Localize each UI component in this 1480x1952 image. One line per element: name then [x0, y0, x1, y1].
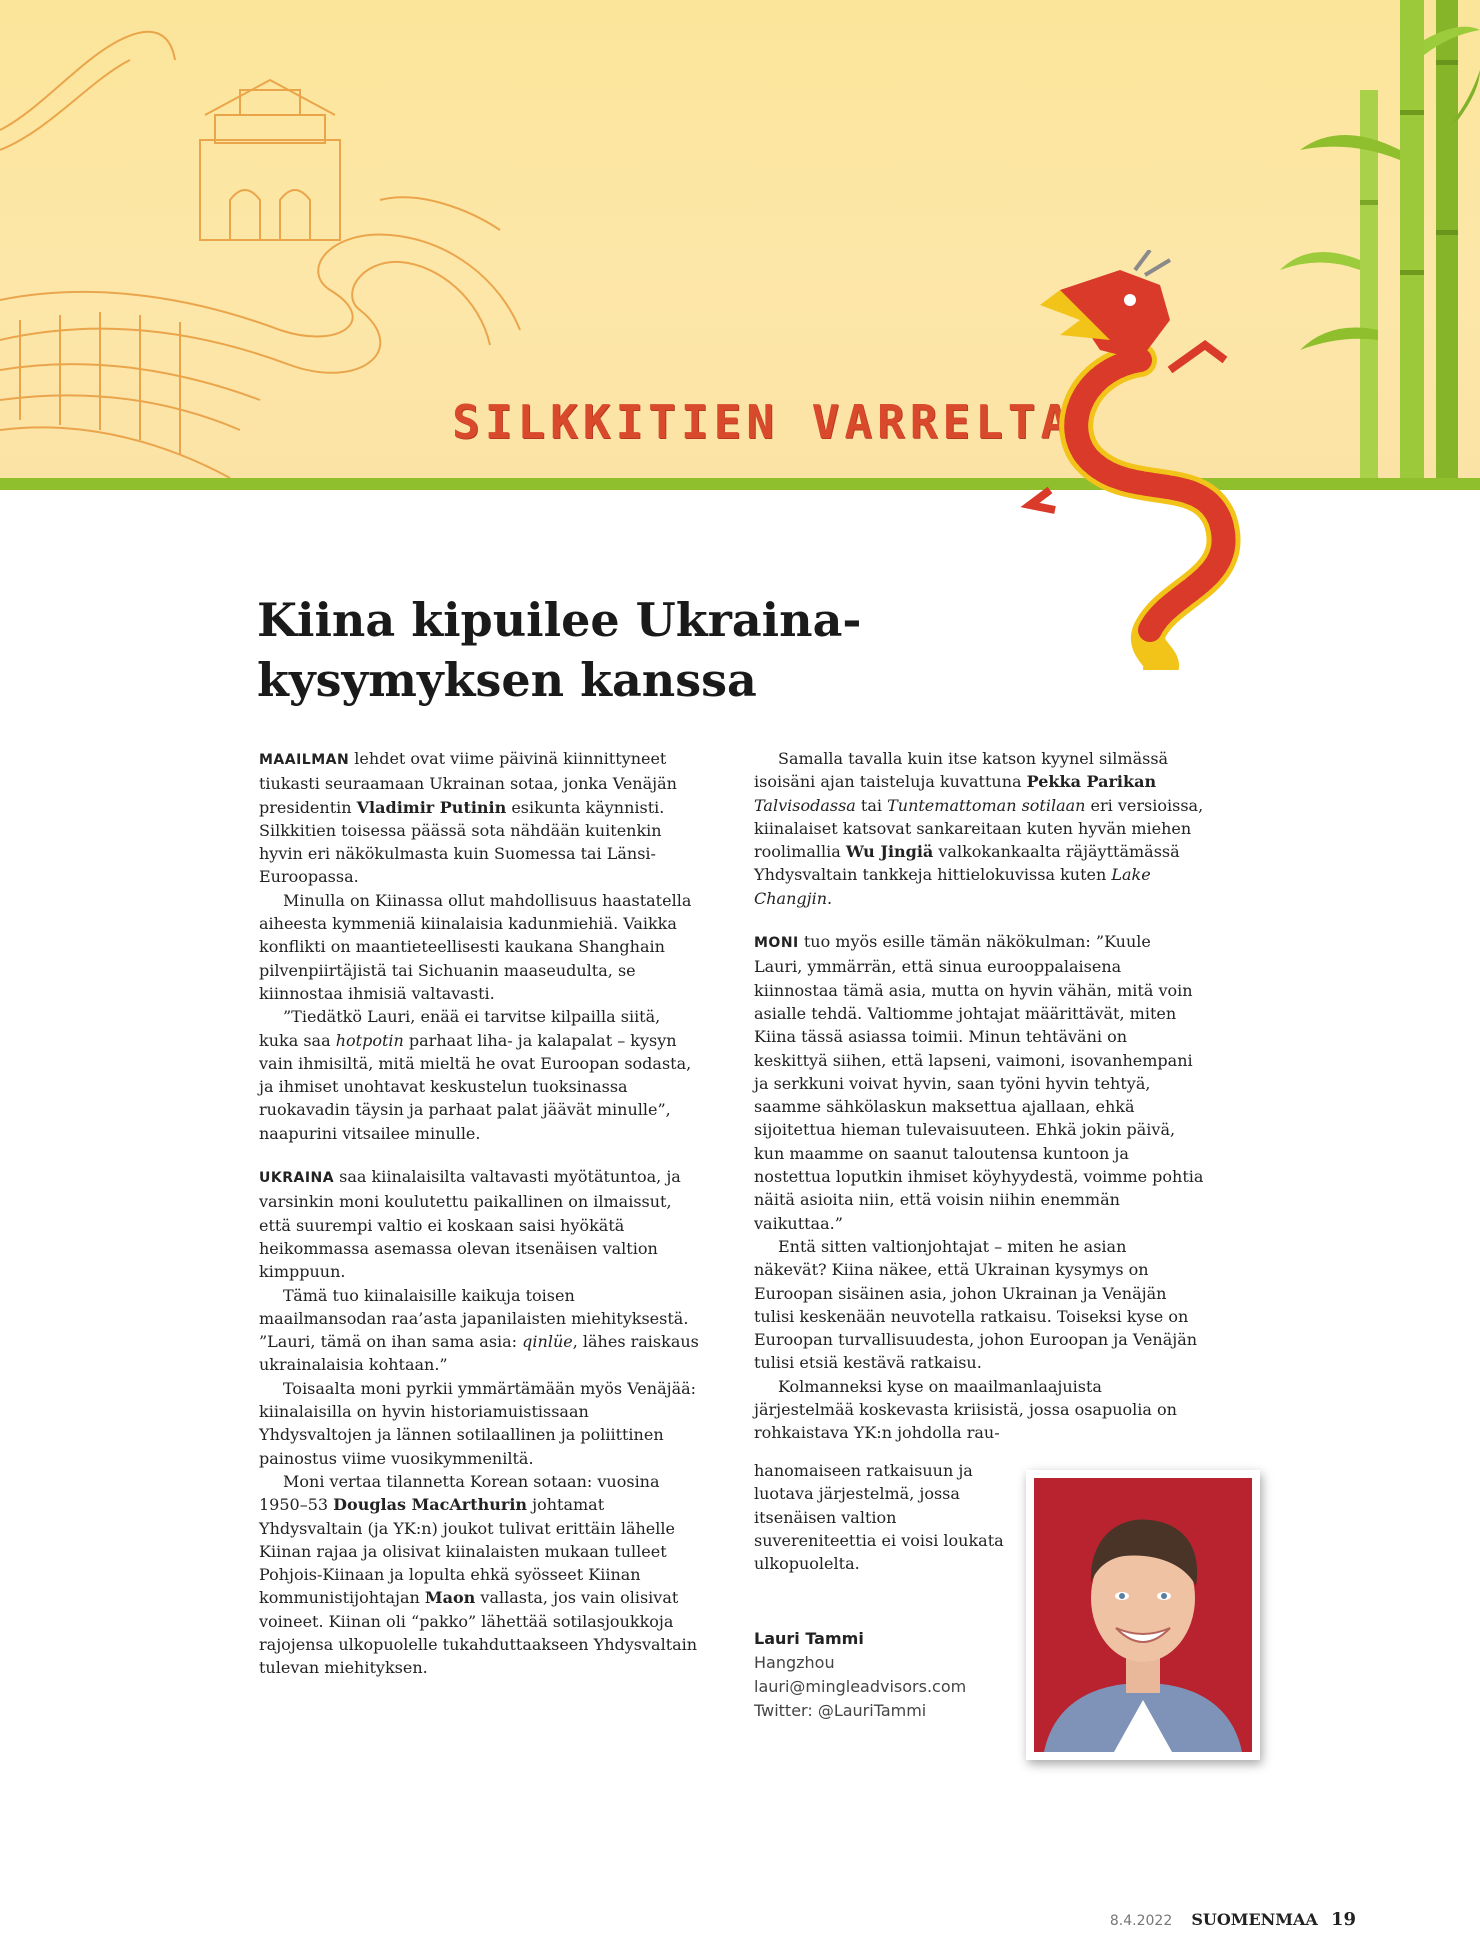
text: valkokankaalta räjäyttämässä Yhdysvaltain tankkeja hittielokuvissa kuten: [754, 842, 1180, 885]
paragraph: [754, 747, 1204, 910]
text: johtamat Yhdysvaltain (ja YK:n) joukot tulivat erittäin lähelle Kiinan rajaa ja olisivat kiinalaisten mukaan tulleet Pohjois-Kiinaan ja lopulta ehkä syösseet Kiinan kommunistijohtajan: [259, 1495, 675, 1608]
publication-name: SUOMENMAA: [1191, 1910, 1318, 1929]
issue-date: 8.4.2022: [1109, 1913, 1173, 1929]
author-portrait: [1034, 1478, 1252, 1752]
person-name: Wu Jingiä: [845, 842, 934, 862]
text: Moni vertaa tilannetta Korean sotaan: vuosina 1950–53: [259, 1471, 660, 1515]
film-title: Lake Changjin: [754, 865, 1151, 908]
article-column-left: [259, 747, 704, 1680]
text: vallasta, jos vain olisivat voineet. Kiinan oli “pakko” lähettää sotilasjoukkoja rajojensa ulkopuolelle tukahduttaakseen Yhdysvaltain tulevan miehityksen.: [259, 1588, 698, 1678]
article-column-right: [754, 747, 1204, 1445]
section-title: SILKKITIEN VARRELTA: [452, 395, 1074, 449]
page-number: 19: [1330, 1909, 1356, 1930]
text: tuo myös esille tämän näkökulman: ”Kuule Lauri, ymmärrän, että sinua eurooppalaisena kiinnostaa tämä asia, mutta on hyvin vähän, mitä voin asialle tehdä. Valtiomme johtajat määrittävät, miten Kiina tässä asiassa toimii. Minun tehtäväni on keskittyä siihen, että lapseni, vaimoni, isovanhempani ja serkkuni voivat hyvin, saan työni hyvin tehtyä, saamme sähkölaskun maksettua ajallaan, ehkä sijoitettua hieman tulevaisuuteen. Ehkä jokin päivä, kun maamme on saanut taloutensa kuntoon ja nostettua loputkin ihmiset köyhyydestä, voimme pohtia näitä asioita niin, että voisin niihin enemmän vaikuttaa.”: [754, 932, 1204, 1233]
paragraph: [259, 1284, 704, 1377]
lead-word: MAAILMAN: [259, 752, 350, 768]
paragraph: Minulla on Kiinassa ollut mahdollisuus haastatella aiheesta kymmeniä kiinalaisia kadunmiehiä. Vaikka konflikti on maantieteellisesti kaukana Shanghain pilvenpiirtäjistä tai Sichuanin maaseudulta, se kiinnostaa ihmisiä valtavasti.: [259, 890, 692, 1003]
paragraph: [259, 1005, 704, 1145]
paragraph: hanomaiseen ratkaisuun ja luotava järjestelmä, jossa itsenäisen valtion suvereniteettia ei voisi loukata ulkopuolelta.: [754, 1461, 1004, 1574]
author-name: Lauri Tammi: [754, 1629, 864, 1648]
text: saa kiinalaisilta valtavasti myötätuntoa, ja varsinkin moni koulutettu paikallinen on ilmaissut, että suurempi valtio ei koskaan saisi hyökätä heikommassa asemassa olevan itsenäisen valtion kimppuun.: [259, 1167, 681, 1282]
person-name: Vladimir Putinin: [356, 797, 507, 817]
paragraph: Toisaalta moni pyrkii ymmärtämään myös Venäjää: kiinalaisilla on hyvin historiamuistissaan Yhdysvaltojen ja lännen sotilaallinen ja poliittinen painostus viime vuosikymmeniltä.: [259, 1378, 697, 1468]
paragraph: [754, 930, 1204, 1235]
page-footer: [1110, 1909, 1356, 1930]
paragraph: [259, 747, 704, 889]
text: , lähes raiskaus ukrainalaisia kohtaan.”: [259, 1332, 699, 1375]
text: parhaat liha- ja kalapalat – kysyn vain ihmisiltä, mitä mieltä he ovat Euroopan sodasta, ja ihmiset unohtavat keskustelun tuoksinassa ruokavadin täysin ja parhaat palat jäävät minulle”, naapurini vitsailee minulle.: [259, 1030, 692, 1143]
emphasis: qinlüe: [522, 1332, 573, 1352]
text: Tämä tuo kiinalaisille kaikuja toisen maailmansodan raa’asta japanilaisten miehityksestä. ”Lauri, tämä on ihan sama asia:: [259, 1285, 689, 1352]
article-headline: Kiina kipuilee Ukraina-kysymyksen kanssa: [257, 593, 862, 707]
author-email[interactable]: lauri@mingleadvisors.com: [754, 1677, 967, 1696]
film-title: Tuntemattoman sotilaan: [887, 795, 1086, 815]
article-column-right-wrap: [754, 1459, 1004, 1575]
author-byline: [754, 1627, 966, 1723]
lead-word: UKRAINA: [259, 1170, 335, 1187]
text: eri versioissa, kiinalaiset katsovat sankareitaan kuten hyvän miehen roolimallia: [754, 795, 1204, 862]
paragraph: [259, 1470, 704, 1680]
text: tai: [855, 795, 888, 815]
text: esikunta käynnisti. Silkkitien toisessa päässä sota nähdään kuitenkin hyvin eri näkökulmasta kuin Suomessa tai Länsi-Euroopassa.: [259, 797, 665, 887]
paragraph: Entä sitten valtionjohtajat – miten he asian näkevät? Kiina näkee, että Ukrainan kysymys on Euroopan sisäinen asia, johon Ukrainan ja Venäjän tulisi keskenään neuvotella ratkaisu. Toiseksi kyse on Euroopan turvallisuudesta, johon Euroopan ja Venäjän tulisi etsiä kestävä ratkaisu.: [754, 1236, 1198, 1373]
text: ”Tiedätkö Lauri, enää ei tarvitse kilpailla siitä, kuka saa: [259, 1007, 661, 1050]
paragraph: [259, 1165, 704, 1283]
author-twitter[interactable]: Twitter: @LauriTammi: [754, 1701, 927, 1720]
author-photo: [1026, 1470, 1260, 1760]
person-name: Pekka Parikan: [1026, 772, 1157, 792]
author-city: Hangzhou: [754, 1653, 835, 1672]
text: Samalla tavalla kuin itse katson kyynel silmässä isoisäni ajan taisteluja kuvattuna: [754, 749, 1169, 792]
lead-word: MONI: [754, 935, 799, 952]
dragon-illustration: [1020, 250, 1260, 670]
film-title: Talvisodassa: [754, 795, 856, 815]
emphasis: hotpotin: [335, 1030, 404, 1050]
paragraph: Kolmanneksi kyse on maailmanlaajuista järjestelmää koskevasta kriisistä, jossa osapuolia on rohkaistava YK:n johdolla rau-: [754, 1376, 1177, 1443]
person-name: Douglas MacArthurin: [333, 1495, 528, 1515]
text: lehdet ovat viime päivinä kiinnittyneet tiukasti seuraamaan Ukrainan sotaa, jonka Venäjän presidentin: [259, 749, 677, 817]
text: .: [827, 888, 833, 908]
person-name: Maon: [424, 1588, 476, 1608]
